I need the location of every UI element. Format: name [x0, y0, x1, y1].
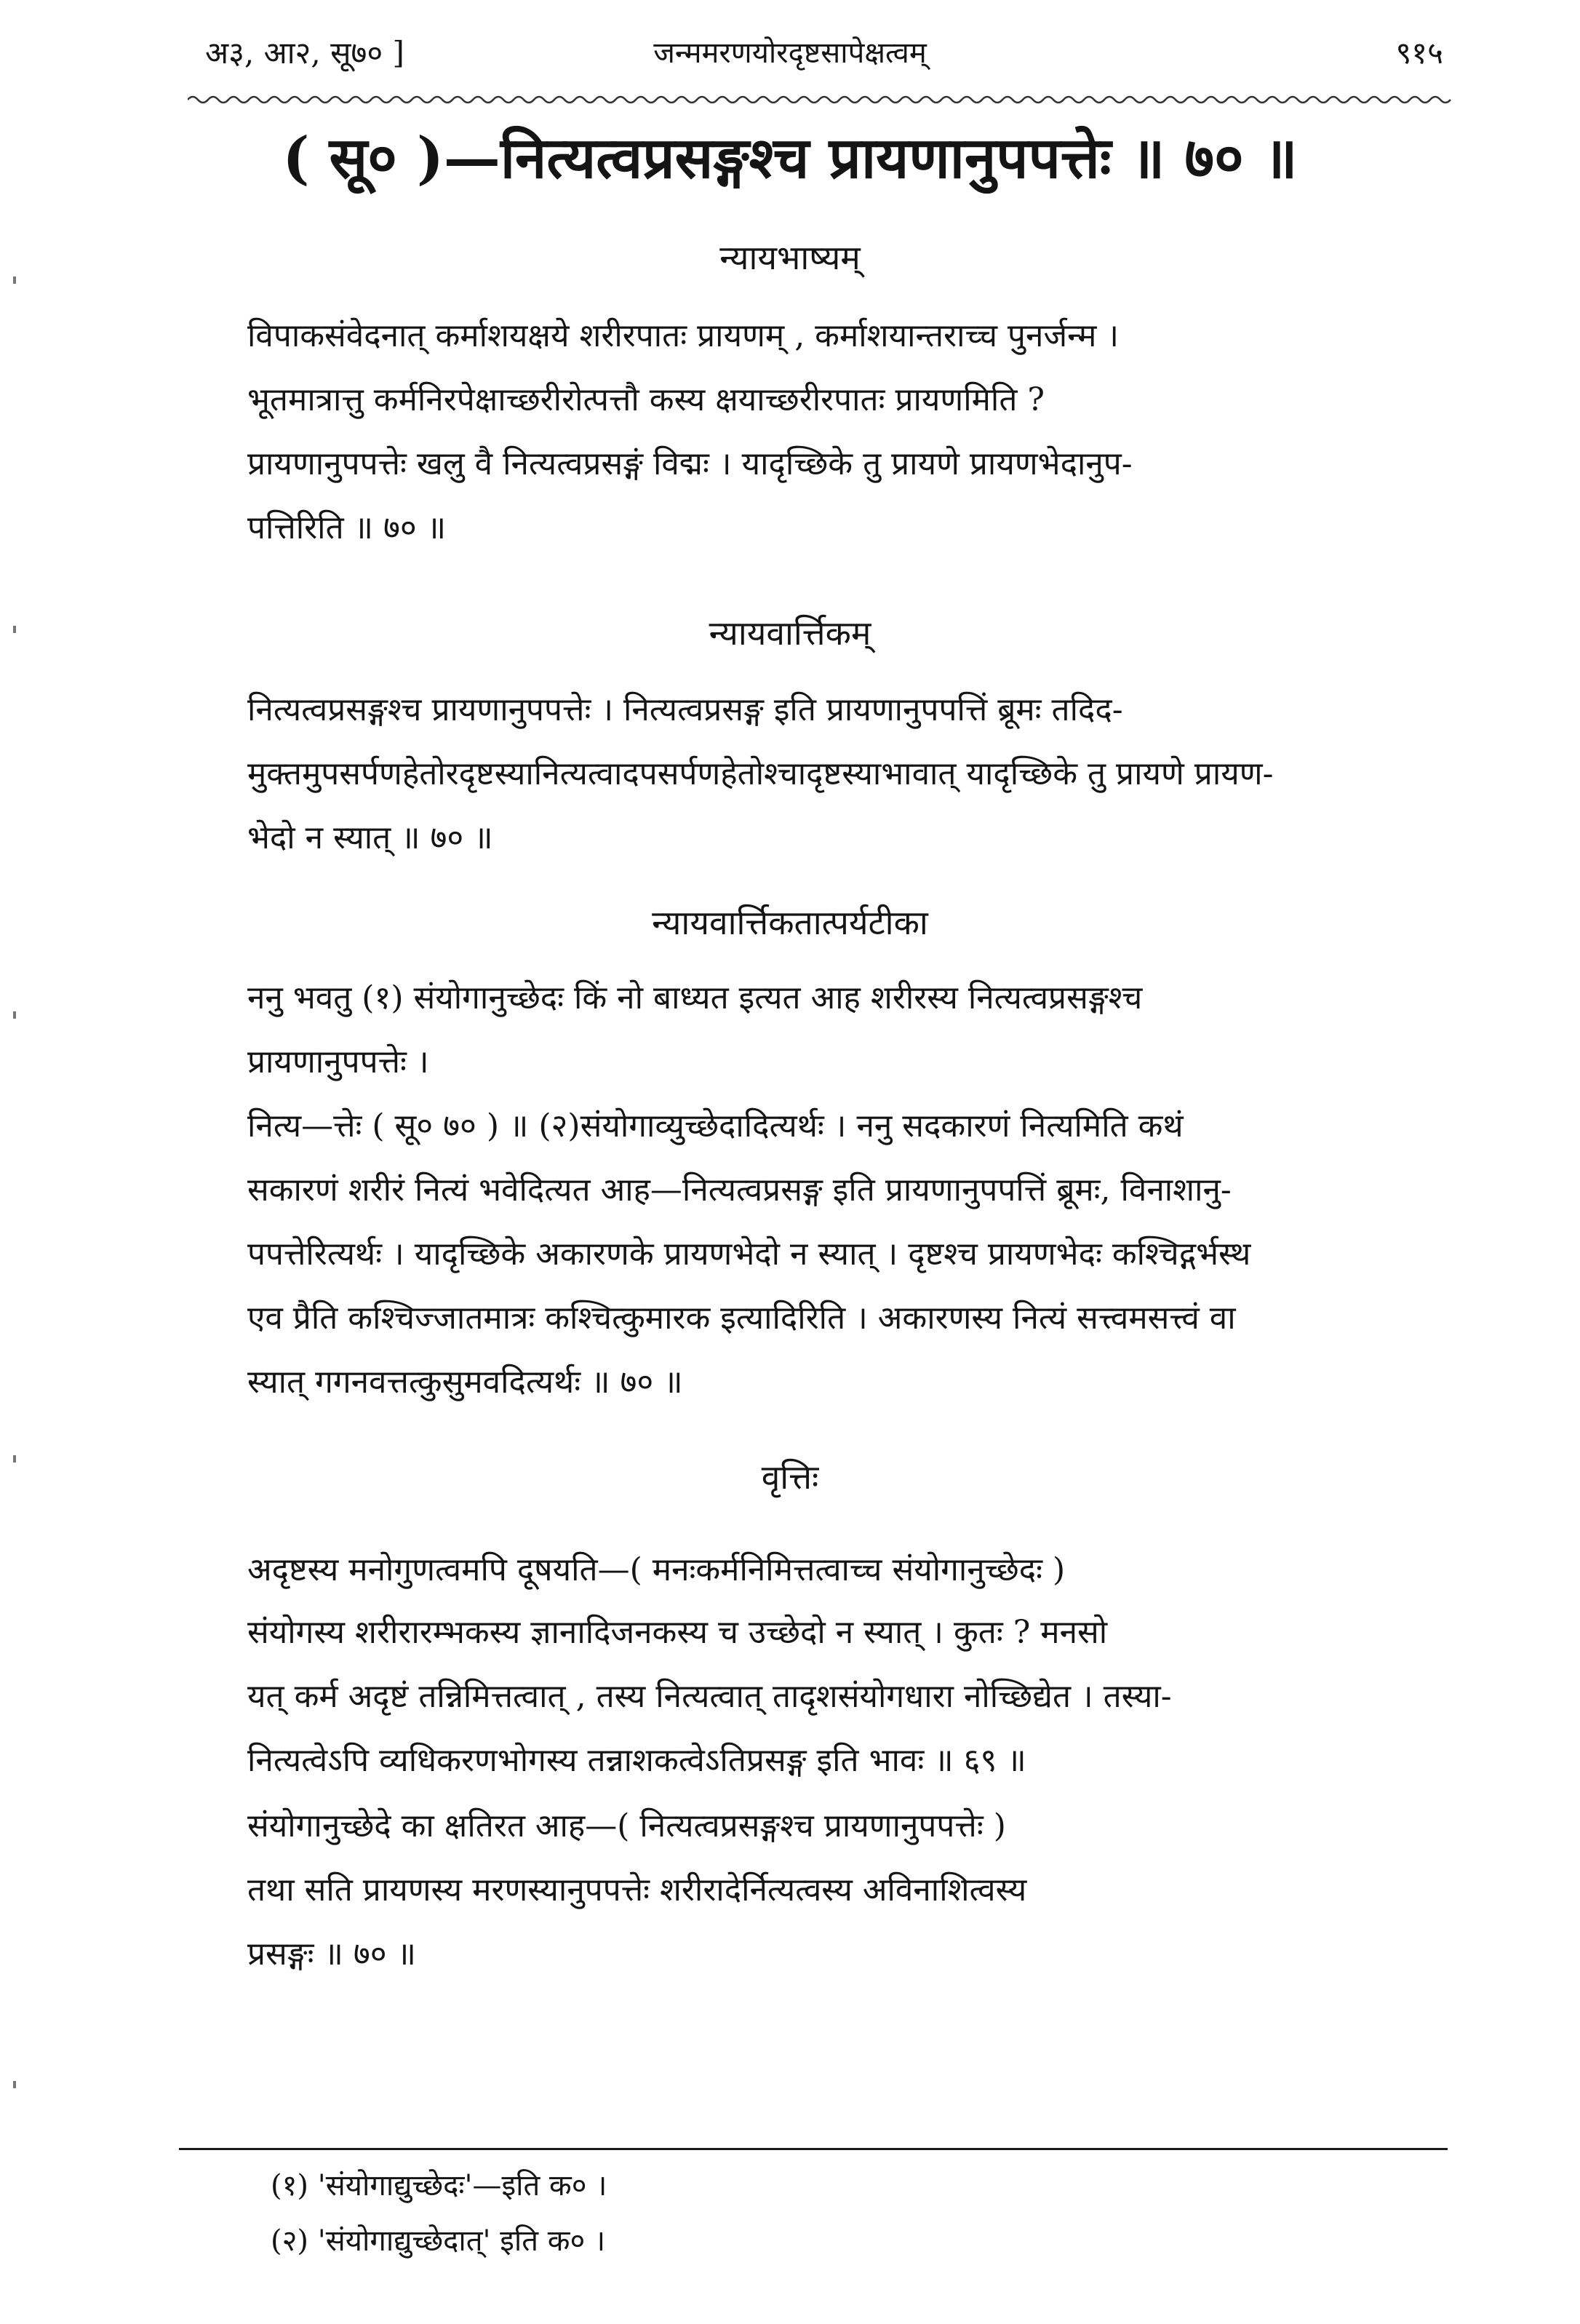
text-line: नित्यत्वेऽपि व्यधिकरणभोगस्य तन्नाशकत्वेऽतिप्रसङ्ग इति भावः ॥ ६९ ॥	[247, 1742, 1026, 1779]
text-line: मुक्तमुपसर्पणहेतोरदृष्टस्यानित्यत्वादपसर्पणहेतोश्चादृष्टस्याभावात् यादृच्छिके तु प्रायणे प्रायण-	[247, 755, 1274, 792]
running-header-title: जन्ममरणयोरदृष्टसापेक्षत्वम्	[653, 36, 927, 70]
footnote-2: (२) 'संयोगाद्युच्छेदात्' इति क० ।	[271, 2224, 606, 2258]
text-line: प्रायणानुपपत्तेः खलु वै नित्यत्वप्रसङ्गं विद्मः । यादृच्छिके तु प्रायणे प्रायणभेदानुप-	[247, 445, 1133, 482]
page-number: ९१५	[1395, 35, 1443, 71]
section-title-tatparyatika: न्यायवार्त्तिकतात्पर्यटीका	[652, 903, 928, 942]
text-line: एव प्रैति कश्चिज्जातमात्रः कश्चित्कुमारक इत्यादिरिति । अकारणस्य नित्यं सत्त्वमसत्त्वं वा	[247, 1300, 1236, 1337]
text-line: सकारणं शरीरं नित्यं भवेदित्यत आह—नित्यत्वप्रसङ्ग इति प्रायणानुपपत्तिं ब्रूमः, विनाशानु-	[247, 1171, 1232, 1209]
varttika-paragraph	[192, 678, 1443, 870]
section-title-nyayavarttika: न्यायवार्त्तिकम्	[709, 613, 871, 653]
text-line: पपत्तेरित्यर्थः । यादृच्छिके अकारणके प्रायणभेदो न स्यात् । दृष्टश्च प्रायणभेदः कश्चिद्गर्भस्थ	[247, 1235, 1251, 1273]
vritti-paragraph-4	[192, 1858, 1443, 1986]
section-title-nyayabhashya: न्यायभाष्यम्	[719, 238, 861, 277]
tika-paragraph-2	[192, 1094, 1443, 1414]
text-line: नित्य—त्तेः ( सू० ७० ) ॥ (२)संयोगाव्युच्छेदादित्यर्थः । ननु सदकारणं नित्यमिति कथं	[247, 1107, 1184, 1145]
header-wavy-rule	[188, 93, 1453, 106]
bhashya-paragraph	[192, 304, 1443, 560]
text-line: भूतमात्रात्तु कर्मनिरपेक्षाच्छरीरोत्पत्तौ कस्य क्षयाच्छरीरपातः प्रायणमिति ?	[247, 381, 1045, 418]
text-line: यत् कर्म अदृष्टं तन्निमित्तत्वात् , तस्य नित्यत्वात् तादृशसंयोगधारा नोच्छिद्येत । तस्या-	[247, 1678, 1172, 1715]
text-line: नित्यत्वप्रसङ्गश्च प्रायणानुपपत्तेः । नित्यत्वप्रसङ्ग इति प्रायणानुपपत्तिं ब्रूमः तदिद-	[247, 691, 1123, 728]
scan-edge-mark	[13, 2081, 16, 2088]
text-line: संयोगस्य शरीरारम्भकस्य ज्ञानादिजनकस्य च उच्छेदो न स्यात् । कुतः ? मनसो	[247, 1614, 1108, 1651]
scan-edge-mark	[13, 1455, 16, 1463]
tika-paragraph-1	[192, 966, 1443, 1094]
vritti-paragraph-3	[192, 1794, 1443, 1858]
footnote-1: (१) 'संयोगाद्युच्छेदः'—इति क० ।	[271, 2169, 607, 2202]
text-line: विपाकसंवेदनात् कर्माशयक्षये शरीरपातः प्रायणम् , कर्माशयान्तराच्च पुनर्जन्म ।	[247, 317, 1120, 354]
scan-edge-mark	[13, 626, 16, 633]
text-line: स्यात् गगनवत्तत्कुसुमवदित्यर्थः ॥ ७० ॥	[247, 1364, 683, 1401]
text-line: भेदो न स्यात् ॥ ७० ॥	[247, 819, 493, 856]
scan-edge-mark	[13, 1011, 16, 1019]
text-line: अदृष्टस्य मनोगुणत्वमपि दूषयति—( मनःकर्मनिमित्तत्वाच्च संयोगानुच्छेदः )	[247, 1551, 1066, 1588]
text-line: प्रसङ्गः ॥ ७० ॥	[247, 1935, 416, 1973]
text-line: संयोगानुच्छेदे का क्षतिरत आह—( नित्यत्वप्रसङ्गश्च प्रायणानुपपत्तेः )	[247, 1807, 1006, 1845]
vritti-paragraph-2	[192, 1601, 1443, 1793]
vritti-paragraph-1	[192, 1538, 1443, 1602]
section-title-vritti: वृत्तिः	[761, 1457, 819, 1497]
scan-edge-mark	[13, 276, 16, 284]
text-line: ननु भवतु (१) संयोगानुच्छेदः किं नो बाध्यत इत्यत आह शरीरस्य नित्यत्वप्रसङ्गश्च	[247, 979, 1143, 1016]
text-line: प्रायणानुपपत्तेः ।	[247, 1043, 429, 1081]
text-line: तथा सति प्रायणस्य मरणस्यानुपपत्तेः शरीरादेर्नित्यत्वस्य अविनाशित्वस्य	[247, 1871, 1027, 1909]
running-header-reference: अ३, आ२, सू७० ]	[205, 35, 404, 71]
sutra-heading: ( सू० )—नित्यत्वप्रसङ्गश्च प्रायणानुपपत्तेः ॥ ७० ॥	[282, 125, 1298, 191]
text-line: पत्तिरिति ॥ ७० ॥	[247, 509, 447, 546]
footnote-rule	[179, 2148, 1448, 2150]
